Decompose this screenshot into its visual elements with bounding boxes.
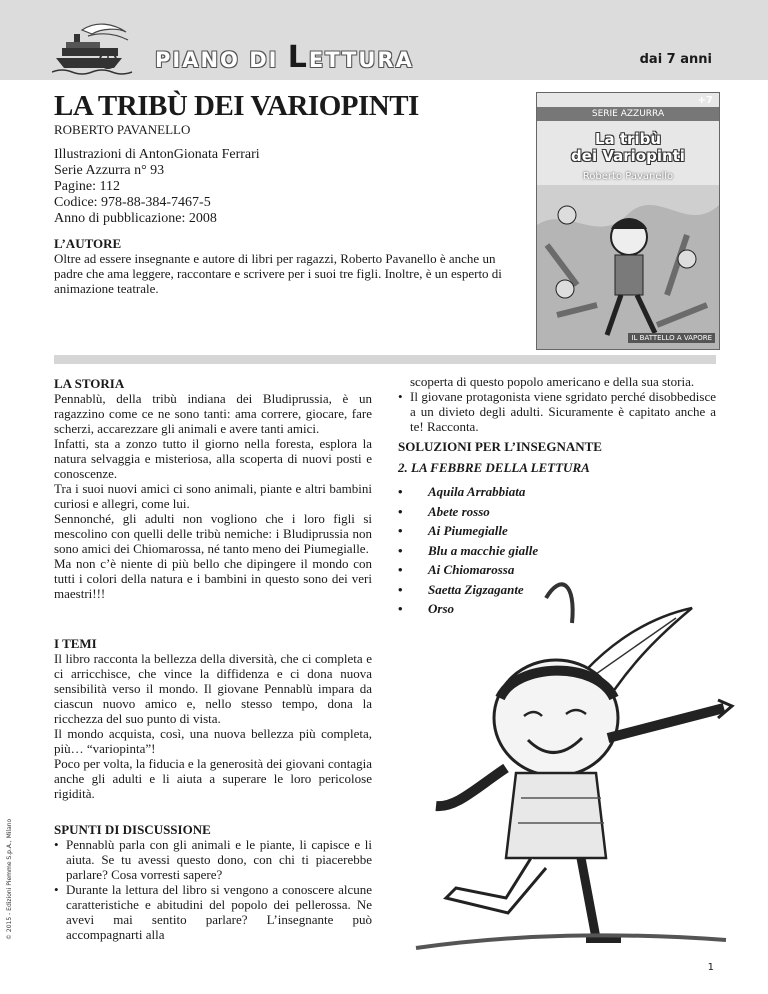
book-author: ROBERTO PAVANELLO (54, 122, 191, 137)
story-paragraph: Ma non c’è niente di più bello che dipingere il mondo con tutti i colori della natura e i bambini in questo sono dei veri maestri!!! (54, 556, 372, 601)
themes-paragraph: Poco per volta, la fiducia e la generosità dei giovani contagia anche gli adulti e li aiuta a superare le loro pericolose rigidità. (54, 756, 372, 801)
story-section (54, 376, 372, 601)
cover-age: +7 (697, 95, 713, 106)
story-heading: LA STORIA (54, 376, 125, 391)
discussion-section (54, 822, 372, 942)
themes-heading: I TEMI (54, 636, 97, 651)
discussion-item: • Il giovane protagonista viene sgridato perché disobbedisce a un divieto degli adulti. Sicuramente è capitato anche a te! Racconta. (398, 389, 716, 434)
cover-publisher: IL BATTELLO A VAPORE (628, 333, 715, 343)
dancing-child-illustration (396, 568, 736, 958)
cover-illustration (537, 185, 719, 349)
solution-item: • Ai Chiomarossa (398, 560, 716, 580)
discussion-heading: SPUNTI DI DISCUSSIONE (54, 822, 211, 837)
meta-code: Codice: 978-88-384-7467-5 (54, 195, 211, 210)
header-bar (0, 0, 768, 80)
cover-author: Roberto Pavanello (582, 171, 674, 182)
meta-illustrator: Illustrazioni di AntonGionata Ferrari (54, 147, 260, 162)
series-brand: PIANO DI LETTURA (155, 40, 414, 75)
cover-series: SERIE AZZURRA (537, 107, 719, 121)
themes-paragraph: Il libro racconta la bellezza della diversità, che ci completa e ci arricchisce, che vince la diffidenza e ci dona nuova sensibilità verso il mondo. Il giovane Pennablù impara da ciascun nuovo amico e, nello stesso tempo, dona la ricchezza del suo punto di vista. (54, 651, 372, 726)
meta-pages: Pagine: 112 (54, 179, 120, 194)
author-heading: L’AUTORE (54, 236, 122, 251)
discussion-item: • Durante la lettura del libro si vengono a conoscere alcune caratteristiche e abitudini del popolo dei pellerossa. Ne avevi mai sentito parlare? L’insegnante può accompagnarti alla (54, 882, 372, 942)
book-cover (536, 92, 720, 350)
solutions-subtitle: 2. LA FEBBRE DELLA LETTURA (398, 460, 590, 475)
story-paragraph: Infatti, sta a zonzo tutto il giorno nella foresta, esplora la natura selvaggia e misteriosa, alla scoperta di nuovi posti e conoscenze. (54, 436, 372, 481)
discussion-list (54, 837, 372, 942)
discussion-list-right (398, 389, 716, 434)
themes-section (54, 636, 372, 801)
solution-item: • Ai Piumegialle (398, 521, 716, 541)
age-label: dai 7 anni (639, 52, 712, 67)
solution-item: • Aquila Arrabbiata (398, 482, 716, 502)
discussion-item: • Pennablù parla con gli animali e le piante, li capisce e li aiuta. Se tu avessi questo dono, con chi ti piacerebbe parlare? Cosa vorresti sapere? (54, 837, 372, 882)
author-text: Oltre ad essere insegnante e autore di libri per ragazzi, Roberto Pavanello è anche un padre che ama leggere, raccontare e scrivere per i suoi tre figli. Inoltre, è un esperto di animazione teatrale. (54, 251, 502, 296)
solution-item: • Blu a macchie gialle (398, 541, 716, 561)
page-number: 1 (707, 962, 714, 973)
meta-series: Serie Azzurra n° 93 (54, 163, 165, 178)
story-paragraph: Pennablù, della tribù indiana dei Bludiprussia, è un ragazzino come ce ne sono tanti: ama correre, giocare, fare scherzi, accarezzare gli animali e avere tanti amici. (54, 391, 372, 436)
meta-year: Anno di pubblicazione: 2008 (54, 211, 217, 226)
solution-item: • Orso (398, 599, 716, 619)
story-paragraph: Sennonché, gli adulti non vogliono che i loro figli si mescolino con quelli delle tribù nemiche: i Bludiprussia non sono amici dei Chiomarossa, né tanto meno dei Piumegialle. (54, 511, 372, 556)
discussion-continued (398, 374, 716, 434)
book-meta (54, 147, 260, 227)
book-title: LA TRIBÙ DEI VARIOPINTI (54, 90, 419, 122)
steamboat-logo-icon (52, 18, 142, 76)
section-divider (54, 355, 716, 364)
copyright-notice: © 2015 - Edizioni Piemme S.p.A., Milano (6, 818, 13, 940)
discussion-continuation: scoperta di questo popolo americano e della sua storia. (410, 374, 695, 389)
solutions-heading: SOLUZIONI PER L’INSEGNANTE (398, 439, 602, 454)
author-section (54, 236, 520, 296)
cover-title: La tribù dei Variopinti (571, 130, 685, 165)
solution-item: • Saetta Zigzagante (398, 580, 716, 600)
story-paragraph: Tra i suoi nuovi amici ci sono animali, piante e altri bambini curiosi e allegri, come lui. (54, 481, 372, 511)
themes-paragraph: Il mondo acquista, così, una nuova bellezza più completa, più… “variopinta”! (54, 726, 372, 756)
solution-item: • Abete rosso (398, 502, 716, 522)
